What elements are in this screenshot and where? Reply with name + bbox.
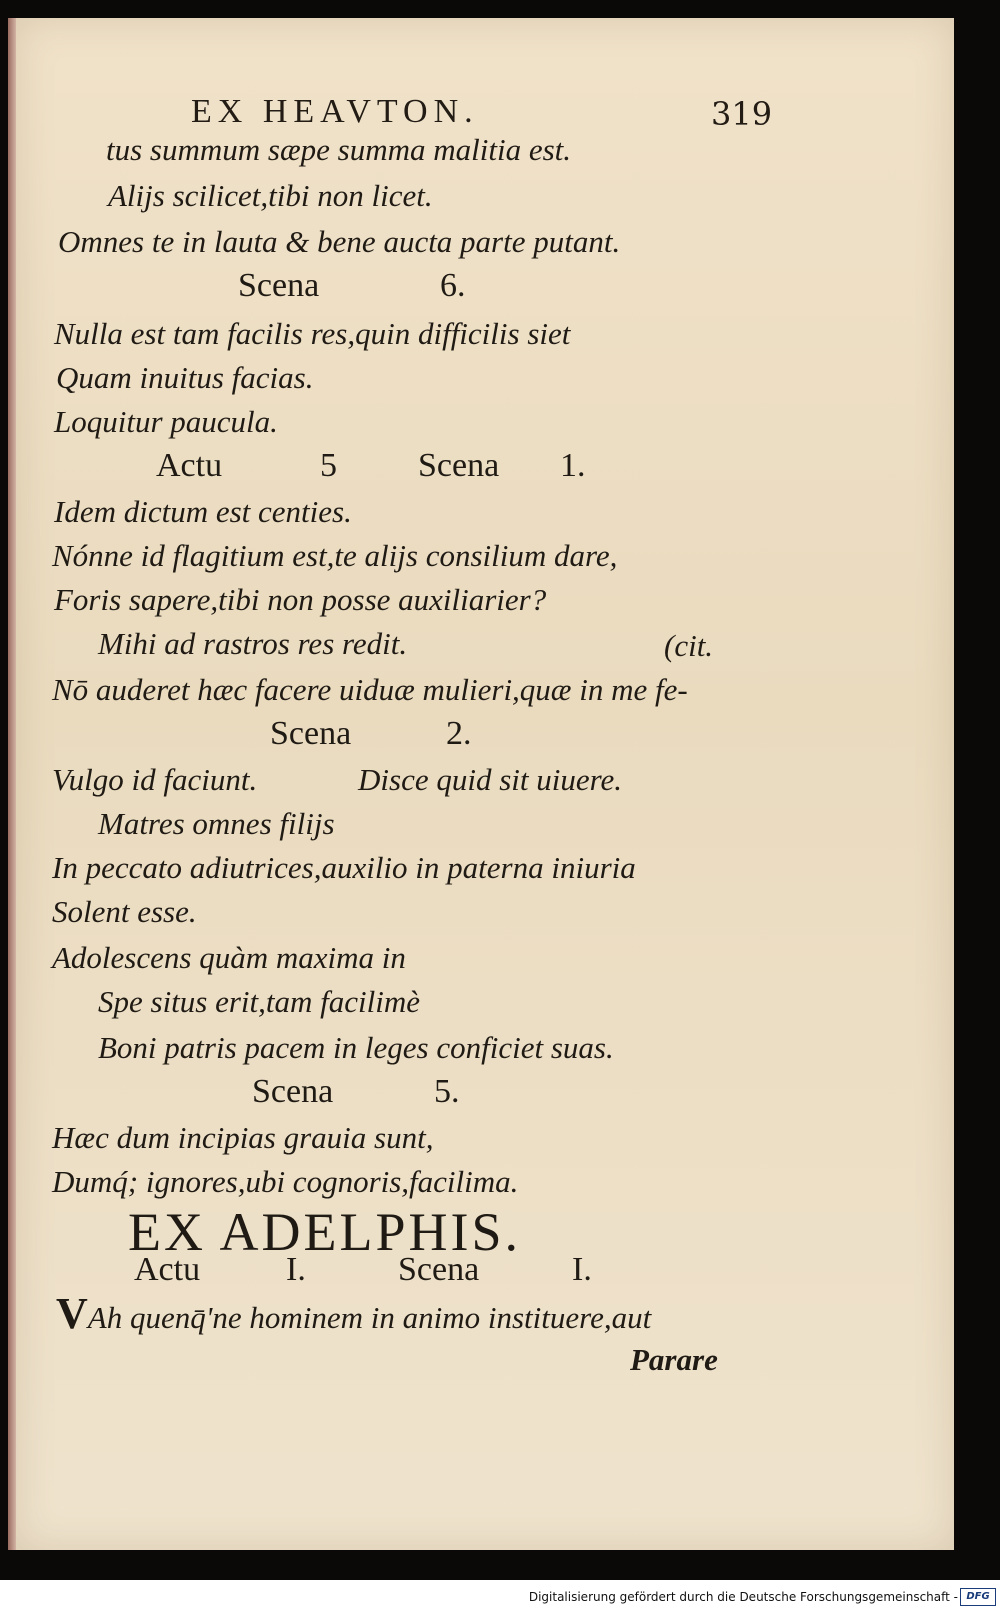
scene-label: Scena	[398, 1251, 480, 1288]
text-line: Nō auderet hæc facere uiduæ mulieri,quæ in me fe-	[52, 672, 688, 707]
text-line: Boni patris pacem in leges conficiet suas.	[98, 1030, 614, 1065]
text-line: Foris sapere,tibi non posse auxiliarier?	[54, 582, 547, 617]
scene-label: Scena	[252, 1073, 334, 1110]
text-line: Quam inuitus facias.	[56, 360, 314, 395]
scan-bottom-edge	[0, 1550, 1000, 1580]
drop-initial: V	[56, 1289, 88, 1338]
text-line: Hæc dum incipias grauia sunt,	[52, 1120, 434, 1155]
scene-number: 5.	[434, 1073, 460, 1110]
text-line: Dumq́; ignores,ubi cognoris,facilima.	[52, 1164, 519, 1199]
text-line: (cit.	[664, 628, 714, 663]
act-label: Actu	[156, 447, 223, 484]
book-page	[16, 18, 954, 1550]
scene-number: 6.	[440, 267, 466, 304]
text-line: tus summum sæpe summa malitia est.	[106, 132, 572, 167]
scene-label: Scena	[270, 715, 352, 752]
text-line: Mihi ad rastros res redit.	[98, 626, 408, 661]
text-line: Nónne id flagitium est,te alijs consilium dare,	[52, 538, 618, 573]
scene-number: 2.	[446, 715, 472, 752]
act-number: 5	[320, 447, 337, 484]
scene-number: I.	[572, 1251, 592, 1288]
act-label: Actu	[134, 1251, 201, 1288]
text-line-with-initial	[56, 1289, 652, 1338]
text-line: Matres omnes filijs	[98, 806, 335, 841]
text-line: Loquitur paucula.	[54, 404, 278, 439]
text-line: Nulla est tam facilis res,quin difficilis siet	[54, 316, 571, 351]
footer-credit: Digitalisierung gefördert durch die Deutsche Forschungsgemeinschaft -	[528, 1590, 958, 1604]
text-line: Omnes te in lauta & bene aucta parte putant.	[58, 224, 621, 259]
text-line: Alijs scilicet,tibi non licet.	[108, 178, 433, 213]
digitization-footer	[0, 1582, 1000, 1615]
page-number: 319	[711, 95, 773, 133]
text-line: Adolescens quàm maxima in	[52, 940, 406, 975]
section-title: EX ADELPHIS.	[128, 1202, 522, 1262]
text-line: Disce quid sit uiuere.	[358, 762, 623, 797]
scene-number: 1.	[560, 447, 586, 484]
catchword: Parare	[630, 1342, 718, 1377]
running-head	[16, 93, 954, 133]
text-line: Vulgo id faciunt.	[52, 762, 258, 797]
scene-label: Scena	[238, 267, 320, 304]
text-line: Solent esse.	[52, 894, 197, 929]
text-line: Idem dictum est centies.	[54, 494, 352, 529]
text-line: In peccato adiutrices,auxilio in paterna iniuria	[52, 850, 636, 885]
text-line: Spe situs erit,tam facilimè	[98, 984, 421, 1019]
running-head-title: EX HEAVTON.	[191, 93, 479, 130]
dfg-logo: DFG	[960, 1588, 996, 1606]
page-left-edge	[8, 18, 16, 1563]
text-line-rest: Ah quenq̄'ne hominem in animo instituere,aut	[87, 1300, 652, 1335]
act-number: I.	[286, 1251, 306, 1288]
scene-label: Scena	[418, 447, 500, 484]
